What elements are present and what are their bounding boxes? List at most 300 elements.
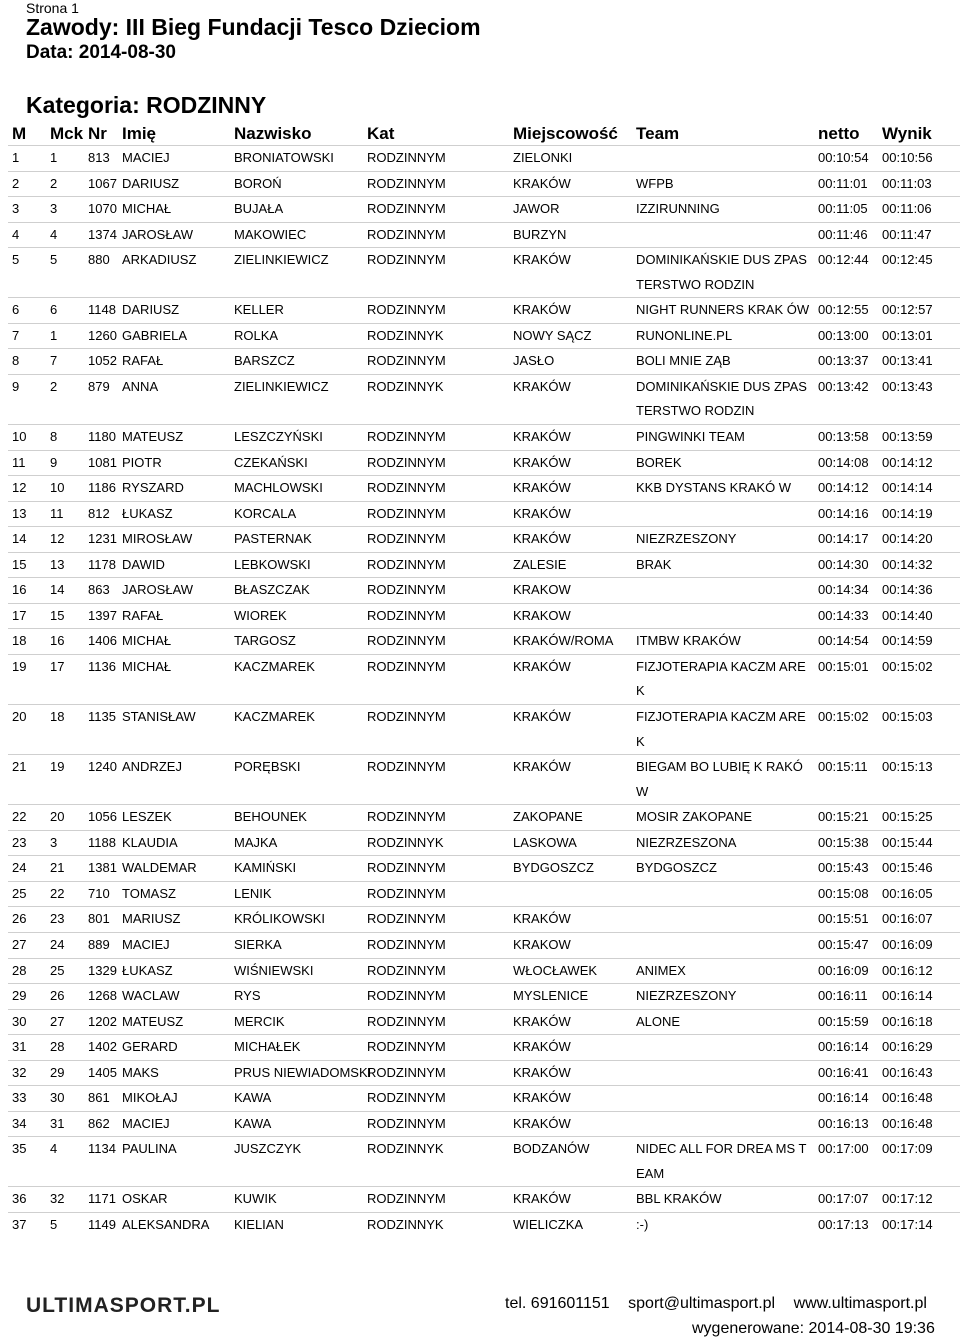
cell-team: NIGHT RUNNERS KRAK ÓW [636, 302, 810, 318]
cell-team: BYDGOSZCZ [636, 860, 717, 876]
cell-first-name: MARIUSZ [122, 911, 181, 927]
table-row [8, 654, 960, 704]
cell-category-place: 4 [50, 1141, 58, 1157]
cell-net-time: 00:11:05 [818, 201, 868, 217]
cell-last-name: ZIELINKIEWICZ [234, 252, 329, 268]
cell-bib: 889 [88, 936, 110, 952]
cell-last-name: TARGOSZ [234, 633, 296, 649]
cell-last-name: KRÓLIKOWSKI [234, 911, 326, 927]
cell-first-name: MICHAŁ [122, 201, 172, 217]
cell-category-place: 14 [50, 582, 65, 598]
cell-team: WFPB [636, 175, 674, 191]
cell-category-place: 25 [50, 962, 65, 978]
cell-city: BURZYN [513, 226, 567, 242]
cell-category-place: 4 [50, 226, 58, 242]
cell-result: 00:11:03 [882, 175, 932, 191]
cell-first-name: MIKOŁAJ [122, 1090, 178, 1106]
col-header-first-name: Imię [122, 123, 157, 143]
table-row [8, 450, 960, 476]
cell-team [632, 1111, 814, 1137]
cell-last-name: MICHAŁEK [234, 1039, 301, 1055]
cell-category-place: 30 [50, 1090, 65, 1106]
cell-result: 00:13:43 [882, 378, 933, 394]
cell-first-name: LESZEK [122, 809, 172, 825]
cell-bib: 1397 [88, 607, 117, 623]
cell-place: 23 [12, 834, 27, 850]
cell-last-name: RYS [234, 988, 261, 1004]
cell-place: 10 [12, 429, 27, 445]
cell-net-time: 00:16:13 [818, 1115, 869, 1131]
cell-category: RODZINNYM [367, 454, 446, 470]
cell-place: 24 [12, 860, 27, 876]
cell-city: KRAKÓW [513, 175, 571, 191]
cell-city: WŁOCŁAWEK [513, 962, 598, 978]
cell-place: 25 [12, 885, 27, 901]
cell-bib: 710 [88, 885, 110, 901]
cell-last-name: BUJAŁA [234, 201, 284, 217]
table-row [8, 349, 960, 375]
cell-team [632, 932, 814, 958]
cell-place: 32 [12, 1064, 27, 1080]
cell-city: KRAKÓW [513, 759, 571, 775]
cell-city: MYSLENICE [513, 988, 589, 1004]
cell-first-name: DARIUSZ [122, 175, 180, 191]
cell-category-place: 2 [50, 378, 58, 394]
cell-last-name: KAMIŃSKI [234, 860, 297, 876]
cell-category: RODZINNYM [367, 429, 446, 445]
cell-last-name: JUSZCZYK [234, 1141, 302, 1157]
cell-bib: 1180 [88, 429, 116, 445]
table-row [8, 881, 960, 907]
cell-net-time: 00:15:11 [818, 759, 868, 775]
cell-city: ZIELONKI [513, 150, 573, 165]
cell-bib: 1134 [88, 1141, 116, 1157]
cell-place: 21 [12, 759, 27, 775]
cell-category: RODZINNYM [367, 1115, 446, 1131]
cell-last-name: BŁASZCZAK [234, 582, 310, 598]
table-row [8, 222, 960, 248]
cell-place: 29 [12, 988, 27, 1004]
cell-result: 00:15:13 [882, 759, 933, 775]
table-row [8, 1086, 960, 1112]
table-row [8, 1187, 960, 1213]
cell-bib: 1374 [88, 226, 117, 242]
cell-last-name: MAJKA [234, 834, 278, 850]
table-row [8, 603, 960, 629]
cell-category-place: 11 [50, 505, 64, 521]
cell-place: 14 [12, 531, 27, 547]
cell-place: 2 [12, 175, 20, 191]
table-row [8, 578, 960, 604]
cell-bib: 1402 [88, 1039, 117, 1055]
cell-team: RUNONLINE.PL [636, 327, 733, 343]
cell-last-name: LESZCZYŃSKI [234, 429, 323, 445]
cell-team [632, 881, 814, 907]
cell-city: KRAKÓW [513, 302, 571, 318]
table-row [8, 958, 960, 984]
cell-place: 20 [12, 709, 27, 725]
col-header-category: Kat [367, 123, 395, 143]
cell-bib: 862 [88, 1115, 110, 1131]
cell-result: 00:15:44 [882, 834, 933, 850]
cell-bib: 863 [88, 582, 110, 598]
cell-category: RODZINNYK [367, 1141, 444, 1157]
cell-category: RODZINNYM [367, 1039, 446, 1055]
cell-last-name: KACZMAREK [234, 709, 315, 725]
cell-team: BIEGAM BO LUBIĘ K RAKÓW [636, 759, 803, 799]
cell-net-time: 00:17:13 [818, 1216, 869, 1232]
cell-place: 5 [12, 252, 20, 268]
cell-net-time: 00:16:41 [818, 1064, 869, 1080]
cell-result: 00:17:12 [882, 1191, 933, 1207]
cell-category-place: 8 [50, 429, 58, 445]
cell-result: 00:14:32 [882, 556, 933, 572]
table-row [8, 629, 960, 655]
cell-result: 00:17:14 [882, 1216, 933, 1232]
cell-net-time: 00:15:59 [818, 1013, 869, 1029]
cell-result: 00:14:12 [882, 454, 933, 470]
cell-city: KRAKÓW [513, 911, 571, 927]
cell-place: 3 [12, 201, 20, 217]
cell-last-name: CZEKAŃSKI [234, 454, 308, 470]
cell-net-time: 00:15:51 [818, 911, 869, 927]
cell-category-place: 19 [50, 759, 65, 775]
cell-bib: 1135 [88, 709, 116, 725]
cell-city: LASKOWA [513, 834, 577, 850]
cell-team: BOLI MNIE ZĄB [636, 353, 731, 369]
cell-net-time: 00:14:08 [818, 454, 869, 470]
cell-category: RODZINNYM [367, 252, 446, 268]
cell-last-name: KORCALA [234, 505, 297, 521]
cell-team [632, 1060, 814, 1086]
cell-bib: 1148 [88, 302, 116, 318]
cell-category-place: 16 [50, 633, 65, 649]
cell-net-time: 00:11:01 [818, 175, 868, 191]
cell-result: 00:16:07 [882, 911, 933, 927]
cell-last-name: KELLER [234, 302, 284, 318]
cell-net-time: 00:15:01 [818, 658, 869, 674]
cell-first-name: STANISŁAW [122, 709, 196, 725]
event-title: Zawody: III Bieg Fundacji Tesco Dzieciom [26, 14, 481, 40]
cell-bib: 1381 [88, 860, 117, 876]
cell-result: 00:16:48 [882, 1115, 933, 1131]
cell-category: RODZINNYM [367, 658, 446, 674]
results-body [8, 146, 960, 1238]
cell-category-place: 5 [50, 252, 58, 268]
cell-place: 26 [12, 911, 27, 927]
cell-first-name: GERARD [122, 1039, 178, 1055]
cell-category: RODZINNYM [367, 480, 446, 496]
table-row [8, 374, 960, 424]
cell-bib: 1188 [88, 834, 116, 850]
cell-team [632, 1035, 814, 1061]
cell-category-place: 12 [50, 531, 65, 547]
cell-bib: 879 [88, 378, 110, 394]
cell-net-time: 00:15:43 [818, 860, 869, 876]
cell-net-time: 00:14:54 [818, 633, 869, 649]
table-row [8, 146, 960, 172]
cell-city [509, 881, 632, 907]
cell-first-name: ALEKSANDRA [122, 1216, 210, 1232]
cell-last-name: MAKOWIEC [234, 226, 307, 242]
cell-net-time: 00:17:07 [818, 1191, 869, 1207]
cell-first-name: MATEUSZ [122, 429, 184, 445]
cell-category-place: 15 [50, 607, 65, 623]
cell-last-name: BEHOUNEK [234, 809, 307, 825]
cell-place: 4 [12, 226, 20, 242]
cell-result: 00:13:59 [882, 429, 933, 445]
cell-net-time: 00:14:12 [818, 480, 869, 496]
cell-last-name: MACHLOWSKI [234, 480, 323, 496]
cell-first-name: ŁUKASZ [122, 962, 173, 978]
cell-first-name: GABRIELA [122, 327, 188, 343]
cell-result: 00:16:05 [882, 885, 933, 901]
cell-bib: 1240 [88, 759, 117, 775]
cell-category-place: 3 [50, 834, 58, 850]
table-row [8, 755, 960, 805]
cell-place: 31 [12, 1039, 27, 1055]
cell-net-time: 00:13:58 [818, 429, 869, 445]
cell-place: 34 [12, 1115, 27, 1131]
cell-net-time: 00:10:54 [818, 150, 869, 165]
cell-place: 7 [12, 327, 20, 343]
cell-bib: 1268 [88, 988, 117, 1004]
cell-city: NOWY SĄCZ [513, 327, 592, 343]
cell-first-name: ANNA [122, 378, 159, 394]
cell-result: 00:15:46 [882, 860, 933, 876]
cell-first-name: TOMASZ [122, 885, 176, 901]
cell-team [632, 603, 814, 629]
cell-bib: 1136 [88, 658, 116, 674]
cell-team: MOSIR ZAKOPANE [636, 809, 753, 825]
cell-first-name: OSKAR [122, 1191, 168, 1207]
cell-result: 00:17:09 [882, 1141, 933, 1157]
cell-category-place: 27 [50, 1013, 65, 1029]
cell-bib: 1149 [88, 1216, 116, 1232]
cell-team: DOMINIKAŃSKIE DUS ZPASTERSTWO RODZIN [636, 378, 807, 419]
table-row [8, 552, 960, 578]
cell-result: 00:16:48 [882, 1090, 933, 1106]
cell-last-name: BOROŃ [234, 175, 282, 191]
cell-city: KRAKÓW [513, 1090, 571, 1106]
cell-bib: 1329 [88, 962, 117, 978]
cell-city: KRAKÓW [513, 454, 571, 470]
cell-net-time: 00:16:11 [818, 988, 868, 1004]
cell-category-place: 24 [50, 936, 65, 952]
cell-result: 00:15:03 [882, 709, 933, 725]
cell-city: KRAKÓW [513, 252, 571, 268]
cell-last-name: PORĘBSKI [234, 759, 301, 775]
category-title: Kategoria: RODZINNY [26, 92, 267, 118]
cell-category-place: 2 [50, 175, 58, 191]
cell-category-place: 32 [50, 1191, 65, 1207]
cell-net-time: 00:13:42 [818, 378, 869, 394]
table-row [8, 425, 960, 451]
cell-city: WIELICZKA [513, 1216, 584, 1232]
cell-category-place: 18 [50, 709, 65, 725]
cell-net-time: 00:14:33 [818, 607, 869, 623]
cell-city: ZAKOPANE [513, 809, 583, 825]
cell-first-name: ARKADIUSZ [122, 252, 197, 268]
col-header-m: M [12, 123, 27, 143]
table-row [8, 248, 960, 298]
cell-bib: 813 [88, 150, 110, 165]
cell-place: 36 [12, 1191, 27, 1207]
cell-first-name: JAROSŁAW [122, 226, 194, 242]
cell-net-time: 00:13:37 [818, 353, 869, 369]
cell-result: 00:16:43 [882, 1064, 933, 1080]
cell-team [632, 146, 814, 172]
cell-category: RODZINNYK [367, 834, 444, 850]
cell-category-place: 3 [50, 201, 58, 217]
cell-category: RODZINNYK [367, 378, 444, 394]
cell-result: 00:14:19 [882, 505, 933, 521]
cell-city: KRAKOW [513, 607, 571, 623]
cell-category: RODZINNYK [367, 1216, 444, 1232]
cell-result: 00:14:36 [882, 582, 933, 598]
cell-category: RODZINNYM [367, 226, 446, 242]
cell-place: 27 [12, 936, 27, 952]
cell-category-place: 5 [50, 1216, 58, 1232]
cell-category-place: 7 [50, 353, 58, 369]
cell-category-place: 17 [50, 658, 65, 674]
cell-bib: 1406 [88, 633, 117, 649]
cell-place: 16 [12, 582, 27, 598]
cell-first-name: RAFAŁ [122, 607, 164, 623]
cell-first-name: MICHAŁ [122, 633, 172, 649]
cell-net-time: 00:16:09 [818, 962, 869, 978]
cell-bib: 1171 [88, 1191, 116, 1207]
cell-result: 00:16:09 [882, 936, 933, 952]
cell-category: RODZINNYM [367, 1090, 446, 1106]
table-row [8, 1212, 960, 1237]
table-row [8, 1009, 960, 1035]
cell-first-name: MACIEJ [122, 150, 170, 165]
table-row [8, 501, 960, 527]
cell-place: 15 [12, 556, 27, 572]
cell-category: RODZINNYM [367, 962, 446, 978]
cell-result: 00:15:25 [882, 809, 933, 825]
cell-team [632, 1086, 814, 1112]
col-header-city: Miejscowość [513, 123, 618, 143]
cell-first-name: MACIEJ [122, 1115, 170, 1131]
cell-place: 33 [12, 1090, 27, 1106]
cell-first-name: PIOTR [122, 454, 162, 470]
cell-category-place: 23 [50, 911, 65, 927]
cell-team: NIEZRZESZONY [636, 531, 737, 547]
cell-city: KRAKÓW [513, 709, 571, 725]
cell-team: BOREK [636, 454, 682, 470]
cell-city: JASŁO [513, 353, 555, 369]
cell-category-place: 13 [50, 556, 65, 572]
cell-city: KRAKOW [513, 582, 571, 598]
cell-net-time: 00:14:30 [818, 556, 869, 572]
cell-net-time: 00:14:16 [818, 505, 869, 521]
col-header-nr: Nr [88, 123, 107, 143]
cell-place: 28 [12, 962, 27, 978]
cell-category: RODZINNYM [367, 633, 446, 649]
cell-last-name: SIERKA [234, 936, 282, 952]
logo-text: ULTIMASPORT.PL [26, 1294, 221, 1316]
table-row [8, 1035, 960, 1061]
cell-place: 11 [12, 454, 26, 470]
table-row [8, 197, 960, 223]
col-header-mck: Mck [50, 123, 84, 143]
cell-city: KRAKÓW [513, 531, 571, 547]
col-header-team: Team [636, 123, 680, 143]
cell-first-name: JAROSŁAW [122, 582, 194, 598]
cell-city: BODZANÓW [513, 1141, 590, 1157]
cell-team: DOMINIKAŃSKIE DUS ZPASTERSTWO RODZIN [636, 252, 807, 292]
cell-bib: 1052 [88, 353, 117, 369]
cell-category-place: 1 [50, 327, 58, 343]
cell-result: 00:14:14 [882, 480, 933, 496]
table-row [8, 856, 960, 882]
cell-last-name: WIŚNIEWSKI [234, 962, 314, 978]
cell-place: 19 [12, 658, 27, 674]
cell-result: 00:16:18 [882, 1013, 933, 1029]
generated-timestamp: wygenerowane: 2014-08-30 19:36 [692, 1320, 935, 1337]
cell-team: ITMBW KRAKÓW [636, 633, 741, 649]
cell-category: RODZINNYM [367, 302, 446, 318]
cell-category: RODZINNYM [367, 860, 446, 876]
cell-team: ANIMEX [636, 962, 686, 978]
cell-last-name: KAWA [234, 1090, 272, 1106]
cell-bib: 812 [88, 505, 110, 521]
cell-category: RODZINNYM [367, 201, 446, 217]
cell-category: RODZINNYM [367, 809, 446, 825]
table-row [8, 476, 960, 502]
table-row [8, 907, 960, 933]
cell-category: RODZINNYM [367, 1013, 446, 1029]
cell-result: 00:16:14 [882, 988, 933, 1004]
cell-first-name: ANDRZEJ [122, 759, 182, 775]
cell-bib: 880 [88, 252, 110, 268]
cell-last-name: BARSZCZ [234, 353, 295, 369]
col-header-net: netto [818, 123, 860, 143]
cell-last-name: KACZMAREK [234, 658, 315, 674]
cell-team: IZZIRUNNING [636, 201, 720, 217]
cell-last-name: MERCIK [234, 1013, 285, 1029]
results-table [8, 122, 960, 1238]
cell-team [632, 578, 814, 604]
cell-last-name: KUWIK [234, 1191, 277, 1207]
cell-team: ALONE [636, 1013, 681, 1029]
cell-bib: 1186 [88, 480, 116, 496]
cell-net-time: 00:12:55 [818, 302, 869, 318]
cell-last-name: WIOREK [234, 607, 287, 623]
table-row [8, 805, 960, 831]
cell-result: 00:16:12 [882, 962, 933, 978]
cell-first-name: MAKS [122, 1064, 159, 1080]
cell-first-name: DARIUSZ [122, 302, 180, 318]
cell-team [632, 222, 814, 248]
cell-last-name: BRONIATOWSKI [234, 150, 334, 165]
cell-last-name: ROLKA [234, 327, 279, 343]
cell-net-time: 00:14:34 [818, 582, 869, 598]
cell-category: RODZINNYM [367, 885, 446, 901]
cell-place: 18 [12, 633, 27, 649]
cell-team: :-) [636, 1216, 649, 1232]
table-row [8, 830, 960, 856]
page-number: Strona 1 [26, 0, 79, 16]
cell-team: FIZJOTERAPIA KACZM AREK [636, 658, 806, 699]
cell-category: RODZINNYM [367, 911, 446, 927]
cell-category-place: 28 [50, 1039, 65, 1055]
cell-place: 8 [12, 353, 20, 369]
cell-place: 9 [12, 378, 20, 394]
cell-bib: 1067 [88, 175, 117, 191]
